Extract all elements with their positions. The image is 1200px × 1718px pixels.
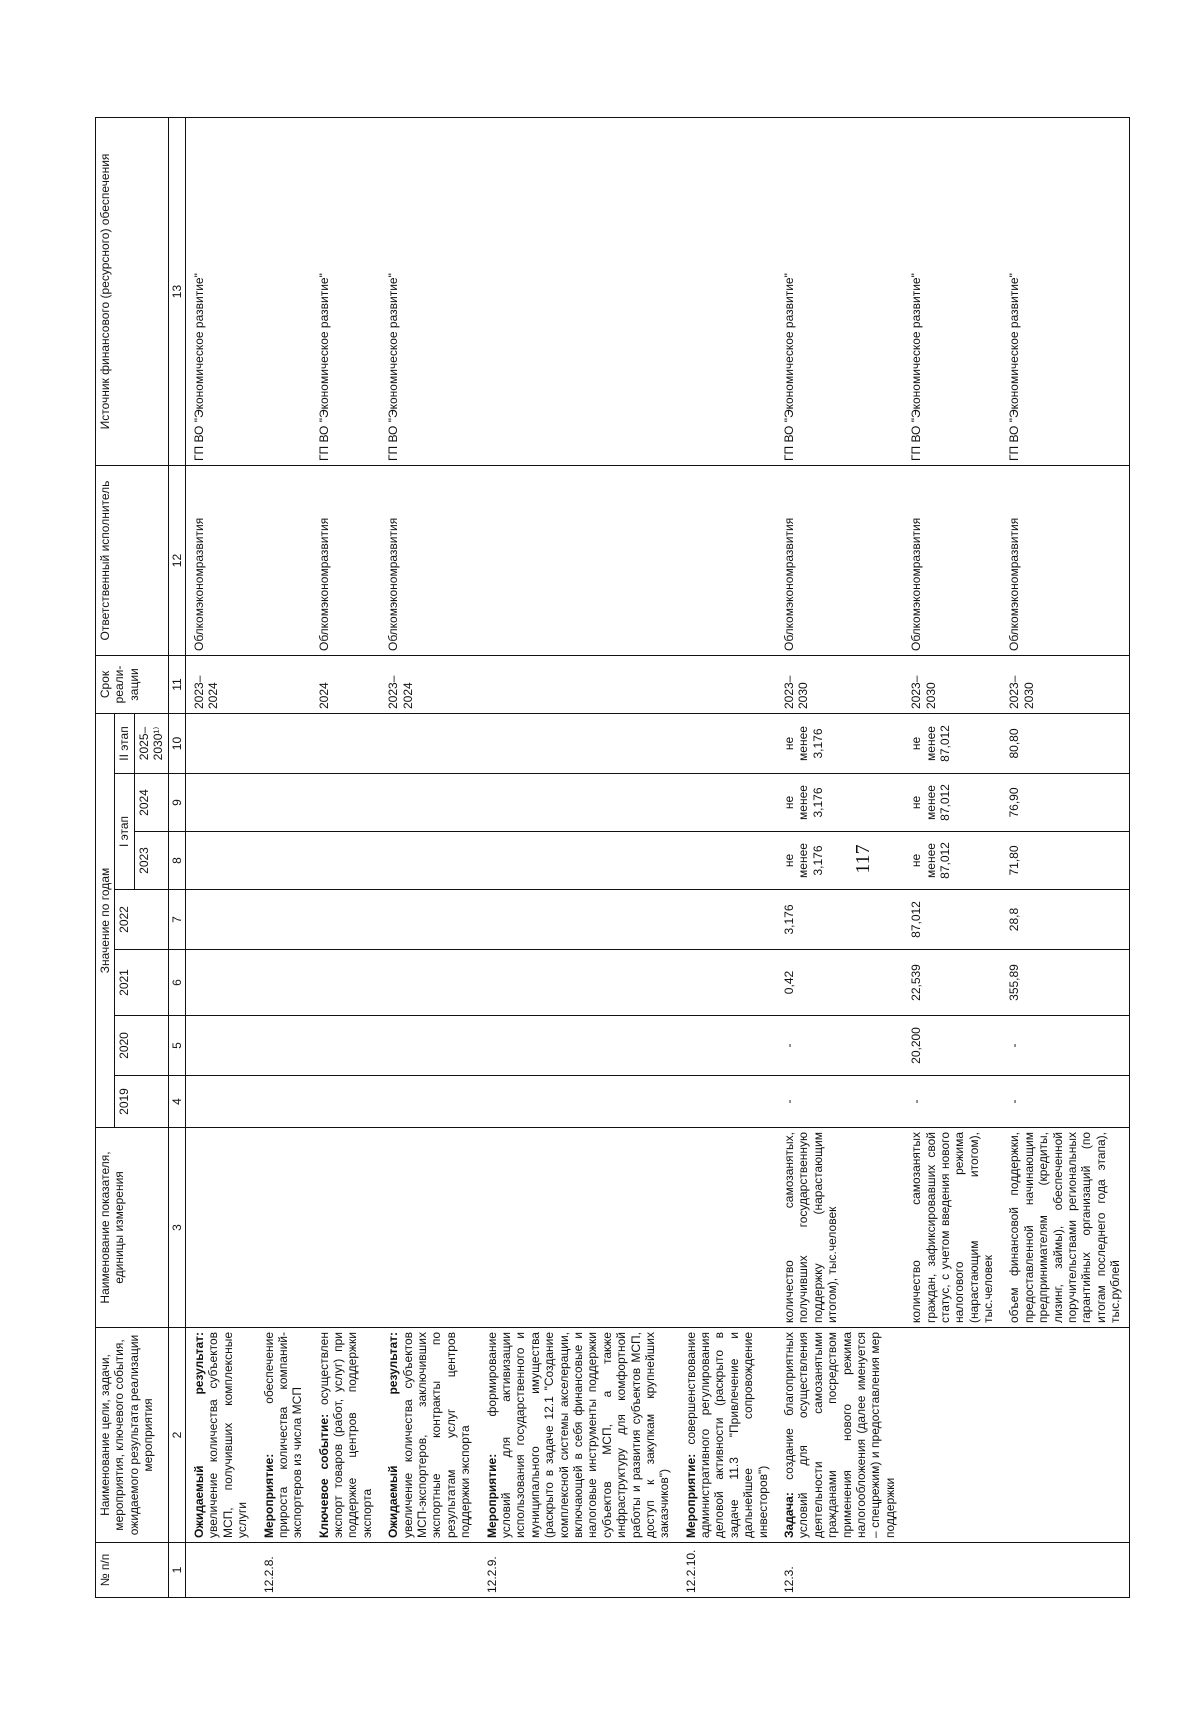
row-executor: Облкомэкономразвития xyxy=(1001,466,1129,656)
value-2024: не менее 87,012 xyxy=(903,774,1001,832)
row-indicator xyxy=(256,1128,311,1328)
table-header xyxy=(96,118,186,1598)
value-2021 xyxy=(185,950,255,1016)
table-body xyxy=(185,118,1129,1598)
header-name: Наименование цели, задачи, мероприятия, ключевого события, ожидаемого результата реализации мероприятия xyxy=(96,1328,169,1543)
column-number: 6 xyxy=(168,950,185,1016)
page-number: 117 xyxy=(852,844,874,874)
header-values-by-year: Значение по годам xyxy=(96,714,115,1128)
row-term: 2023–2030 xyxy=(903,656,1001,714)
row-executor: Облкомэкономразвития xyxy=(380,466,478,656)
row-indicator xyxy=(311,1128,381,1328)
value-2023 xyxy=(256,832,311,890)
row-term: 2023–2030 xyxy=(776,656,903,714)
row-name xyxy=(311,1328,381,1543)
row-label: Мероприятие: xyxy=(484,1453,499,1538)
row-number xyxy=(380,1543,478,1598)
row-term: 2023–2030 xyxy=(1001,656,1129,714)
value-2020 xyxy=(185,1016,255,1076)
column-number: 11 xyxy=(168,656,185,714)
row-term: 2024 xyxy=(311,656,381,714)
row-number: 12.2.8. xyxy=(256,1543,311,1598)
value-2019 xyxy=(185,1076,255,1128)
value-2021: 0,42 xyxy=(776,950,903,1016)
row-number: 12.2.10. xyxy=(678,1543,776,1598)
row-source xyxy=(479,118,678,466)
row-number: 12.3. xyxy=(776,1543,903,1598)
row-indicator xyxy=(479,1128,678,1328)
table-row xyxy=(678,118,776,1598)
row-number xyxy=(1001,1543,1129,1598)
value-2019 xyxy=(479,1076,678,1128)
row-indicator: количество самозанятых, получивших государственную поддержку (нарастающим итогом), тыс.человек xyxy=(776,1128,903,1328)
value-2025-2030 xyxy=(256,714,311,774)
value-2022: 87,012 xyxy=(903,890,1001,950)
header-year-2020: 2020 xyxy=(115,1016,168,1076)
row-indicator: объем финансовой поддержки, предоставленной начинающим предпринимателям (кредиты, лизинг, займы), обеспеченной поручительствами региональных гарантийных организаций (по итогам последнего года этапа), тыс.рублей xyxy=(1001,1128,1129,1328)
header-year-2021: 2021 xyxy=(115,950,168,1016)
value-2022: 3,176 xyxy=(776,890,903,950)
header-stage-2: II этап xyxy=(115,714,134,774)
row-number xyxy=(903,1543,1001,1598)
value-2020: - xyxy=(1001,1016,1129,1076)
value-2019 xyxy=(380,1076,478,1128)
column-number: 9 xyxy=(168,774,185,832)
column-number: 5 xyxy=(168,1016,185,1076)
row-name xyxy=(380,1328,478,1543)
program-table xyxy=(95,117,1130,1598)
row-text: осуществлен экспорт товаров (работ, услуг) при поддержке центров поддержки экспорта xyxy=(316,1332,374,1538)
row-text: обеспечение прироста количества компаний-экспортеров из числа МСП xyxy=(261,1332,305,1538)
value-2024 xyxy=(479,774,678,832)
row-name xyxy=(903,1328,1001,1543)
row-name xyxy=(1001,1328,1129,1543)
row-source: ГП ВО "Экономическое развитие" xyxy=(1001,118,1129,466)
row-executor xyxy=(479,466,678,656)
value-2020: - xyxy=(776,1016,903,1076)
value-2023 xyxy=(185,832,255,890)
column-number: 13 xyxy=(168,118,185,466)
row-executor xyxy=(678,466,776,656)
value-2025-2030: не менее 3,176 xyxy=(776,714,903,774)
value-2024 xyxy=(185,774,255,832)
header-year-2023: 2023 xyxy=(134,832,168,890)
value-2022 xyxy=(311,890,381,950)
row-source: ГП ВО "Экономическое развитие" xyxy=(185,118,255,466)
value-2023 xyxy=(678,832,776,890)
value-2022 xyxy=(380,890,478,950)
row-text: совершенствование административного регулирования деловой активности (раскрыто в задаче 11.3 "Привлечение и дальнейшее сопровождение инвесторов") xyxy=(683,1332,770,1538)
value-2020 xyxy=(380,1016,478,1076)
value-2021 xyxy=(311,950,381,1016)
value-2024 xyxy=(678,774,776,832)
table-row xyxy=(1001,118,1129,1598)
value-2024 xyxy=(256,774,311,832)
row-text: создание благоприятных условий для осуществления деятельности самозанятыми гражданами посредством применения нового режима налогообложения (далее именуется – спецрежим) и предоставления мер поддержки xyxy=(782,1332,897,1538)
row-indicator xyxy=(678,1128,776,1328)
value-2022 xyxy=(256,890,311,950)
value-2021 xyxy=(256,950,311,1016)
value-2019 xyxy=(311,1076,381,1128)
value-2024: не менее 3,176 xyxy=(776,774,903,832)
header-executor: Ответственный исполнитель xyxy=(96,466,169,656)
value-2025-2030: 80,80 xyxy=(1001,714,1129,774)
column-number: 10 xyxy=(168,714,185,774)
value-2023 xyxy=(479,832,678,890)
value-2023: не менее 87,012 xyxy=(903,832,1001,890)
header-stage-1: I этап xyxy=(115,774,134,890)
value-2020 xyxy=(256,1016,311,1076)
table-row xyxy=(185,118,255,1598)
column-number: 8 xyxy=(168,832,185,890)
value-2024 xyxy=(380,774,478,832)
row-label: Ключевое событие: xyxy=(316,1413,331,1538)
header-year-2025-2030: 2025–2030¹⁾ xyxy=(134,714,168,774)
row-label: Ожидаемый результат: xyxy=(386,1332,401,1538)
value-2020 xyxy=(479,1016,678,1076)
row-executor xyxy=(256,466,311,656)
value-2020: 20,200 xyxy=(903,1016,1001,1076)
value-2023 xyxy=(311,832,381,890)
value-2022 xyxy=(185,890,255,950)
value-2021: 355,89 xyxy=(1001,950,1129,1016)
column-number: 7 xyxy=(168,890,185,950)
header-year-2019: 2019 xyxy=(115,1076,168,1128)
table-row xyxy=(479,118,678,1598)
row-indicator xyxy=(185,1128,255,1328)
value-2022 xyxy=(479,890,678,950)
table-row xyxy=(256,118,311,1598)
row-source xyxy=(678,118,776,466)
row-executor: Облкомэкономразвития xyxy=(903,466,1001,656)
header-source: Источник финансового (ресурсного) обеспечения xyxy=(96,118,169,466)
table-row xyxy=(380,118,478,1598)
header-term: Срок реали-зации xyxy=(96,656,169,714)
table-row xyxy=(903,118,1001,1598)
row-source: ГП ВО "Экономическое развитие" xyxy=(776,118,903,466)
value-2021 xyxy=(479,950,678,1016)
row-label: Мероприятие: xyxy=(261,1453,276,1538)
row-number xyxy=(311,1543,381,1598)
row-source: ГП ВО "Экономическое развитие" xyxy=(380,118,478,466)
value-2019 xyxy=(678,1076,776,1128)
row-executor: Облкомэкономразвития xyxy=(776,466,903,656)
row-label: Задача: xyxy=(782,1492,797,1538)
value-2025-2030 xyxy=(678,714,776,774)
row-executor: Облкомэкономразвития xyxy=(311,466,381,656)
value-2019: - xyxy=(903,1076,1001,1128)
value-2023 xyxy=(380,832,478,890)
value-2019: - xyxy=(1001,1076,1129,1128)
table-row xyxy=(776,118,903,1598)
value-2025-2030: не менее 87,012 xyxy=(903,714,1001,774)
value-2025-2030 xyxy=(311,714,381,774)
row-name xyxy=(256,1328,311,1543)
value-2021 xyxy=(380,950,478,1016)
row-name xyxy=(776,1328,903,1543)
row-name xyxy=(479,1328,678,1543)
header-year-2024: 2024 xyxy=(134,774,168,832)
value-2024 xyxy=(311,774,381,832)
row-text: увеличение количества субъектов МСП-экспортеров, заключивших экспортные контракты по результатам услуг центров поддержки экспорта xyxy=(400,1332,473,1538)
value-2020 xyxy=(678,1016,776,1076)
value-2025-2030 xyxy=(380,714,478,774)
value-2021: 22,539 xyxy=(903,950,1001,1016)
value-2023: не менее 3,176 xyxy=(776,832,903,890)
value-2025-2030 xyxy=(479,714,678,774)
row-term xyxy=(678,656,776,714)
row-label: Ожидаемый результат: xyxy=(191,1332,206,1538)
column-number: 1 xyxy=(168,1543,185,1598)
row-term xyxy=(256,656,311,714)
row-source: ГП ВО "Экономическое развитие" xyxy=(311,118,381,466)
row-source xyxy=(256,118,311,466)
column-number: 3 xyxy=(168,1128,185,1328)
value-2019: - xyxy=(776,1076,903,1128)
table-row xyxy=(311,118,381,1598)
row-executor: Облкомэкономразвития xyxy=(185,466,255,656)
value-2021 xyxy=(678,950,776,1016)
header-year-2022: 2022 xyxy=(115,890,168,950)
row-term: 2023–2024 xyxy=(380,656,478,714)
row-indicator xyxy=(380,1128,478,1328)
value-2025-2030 xyxy=(185,714,255,774)
header-num: № п/п xyxy=(96,1543,169,1598)
value-2022: 28,8 xyxy=(1001,890,1129,950)
row-number xyxy=(185,1543,255,1598)
column-number: 12 xyxy=(168,466,185,656)
row-name xyxy=(185,1328,255,1543)
row-text: формирование условий для активизации использования государственного и муниципального имущества (раскрыто в задаче 12.1 "Создание комплексной системы акселерации, включающей в себя финансовые и налоговые инструменты поддержки субъектов МСП, а также инфраструктуру для комфортной работы и развития субъектов МСП, доступ к закупкам крупнейших заказчиков") xyxy=(484,1332,672,1538)
row-name xyxy=(678,1328,776,1543)
row-label: Мероприятие: xyxy=(683,1453,698,1538)
column-number: 4 xyxy=(168,1076,185,1128)
value-2022 xyxy=(678,890,776,950)
row-indicator: количество самозанятых граждан, зафиксировавших свой статус, с учетом введения нового налогового режима (нарастающим итогом), тыс.человек xyxy=(903,1128,1001,1328)
value-2019 xyxy=(256,1076,311,1128)
header-indicator: Наименование показателя, единицы измерения xyxy=(96,1128,169,1328)
row-number: 12.2.9. xyxy=(479,1543,678,1598)
value-2020 xyxy=(311,1016,381,1076)
row-term xyxy=(479,656,678,714)
column-number: 2 xyxy=(168,1328,185,1543)
value-2024: 76,90 xyxy=(1001,774,1129,832)
row-term: 2023–2024 xyxy=(185,656,255,714)
row-source: ГП ВО "Экономическое развитие" xyxy=(903,118,1001,466)
value-2023: 71,80 xyxy=(1001,832,1129,890)
row-text: увеличение количества субъектов МСП, получивших комплексные услуги xyxy=(206,1332,250,1538)
